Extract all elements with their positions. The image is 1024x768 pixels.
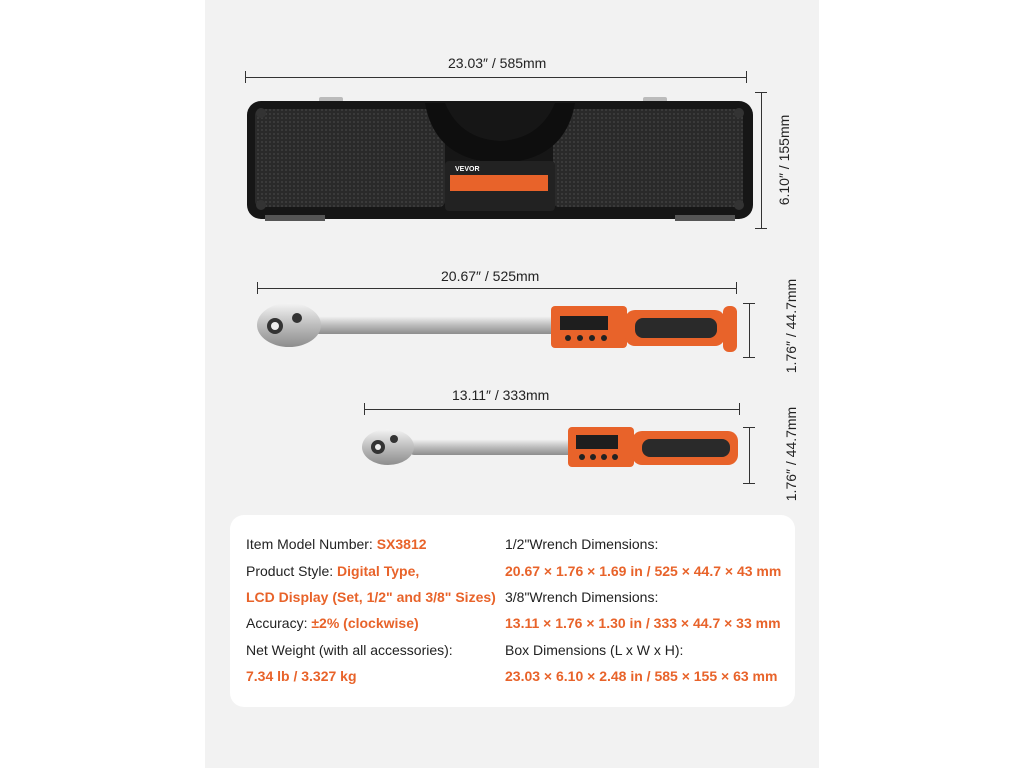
product-style-value-2: LCD Display (Set, 1/2" and 3/8" Sizes) xyxy=(246,589,496,605)
accuracy-value: ±2% (clockwise) xyxy=(311,615,419,631)
product-style-value-1: Digital Type, xyxy=(337,563,420,579)
three-eighth-wrench-image xyxy=(360,423,745,471)
three-eighth-wrench-dimensions-value: 13.11 × 1.76 × 1.30 in / 333 × 44.7 × 33 mm xyxy=(505,615,781,631)
small-wrench-length-line xyxy=(364,409,740,410)
net-weight-value: 7.34 lb / 3.327 kg xyxy=(246,668,357,684)
case-height-line xyxy=(761,92,762,228)
model-number-value: SX3812 xyxy=(376,536,427,552)
small-wrench-length-tick-right xyxy=(739,403,740,415)
case-brand-text: VEVOR xyxy=(455,166,480,173)
case-height-tick-bottom xyxy=(755,228,767,229)
case-length-tick-right xyxy=(746,71,747,83)
model-number-label: Item Model Number: xyxy=(246,536,377,552)
half-wrench-length-line xyxy=(257,288,737,289)
small-wrench-height-line xyxy=(749,427,750,483)
tool-case-image xyxy=(245,97,755,223)
accuracy-spec xyxy=(246,615,419,631)
product-style-spec xyxy=(246,563,419,579)
net-weight-label: Net Weight (with all accessories): xyxy=(246,642,453,658)
product-style-label: Product Style: xyxy=(246,563,338,579)
half-wrench-height-line xyxy=(749,303,750,357)
half-wrench-dimensions-value: 20.67 × 1.76 × 1.69 in / 525 × 44.7 × 43 mm xyxy=(505,563,782,579)
case-height-label: 6.10″ / 155mm xyxy=(776,114,792,206)
accuracy-label: Accuracy: xyxy=(246,615,312,631)
small-wrench-height-tick-bottom xyxy=(743,483,755,484)
half-inch-wrench-image xyxy=(255,298,745,360)
half-wrench-length-tick-right xyxy=(736,282,737,294)
case-length-line xyxy=(245,77,747,78)
half-wrench-dimensions-label: 1/2"Wrench Dimensions: xyxy=(505,536,659,552)
case-length-label: 23.03″ / 585mm xyxy=(448,55,547,71)
three-eighth-wrench-dimensions-label: 3/8"Wrench Dimensions: xyxy=(505,589,659,605)
small-wrench-length-label: 13.11″ / 333mm xyxy=(452,387,550,403)
box-dimensions-label: Box Dimensions (L x W x H): xyxy=(505,642,684,658)
model-number-spec xyxy=(246,536,427,552)
box-dimensions-value: 23.03 × 6.10 × 2.48 in / 585 × 155 × 63 mm xyxy=(505,668,778,684)
small-wrench-height-label: 1.76″ / 44.7mm xyxy=(783,406,799,502)
half-wrench-length-label: 20.67″ / 525mm xyxy=(441,268,540,284)
half-wrench-height-label: 1.76″ / 44.7mm xyxy=(783,278,799,374)
